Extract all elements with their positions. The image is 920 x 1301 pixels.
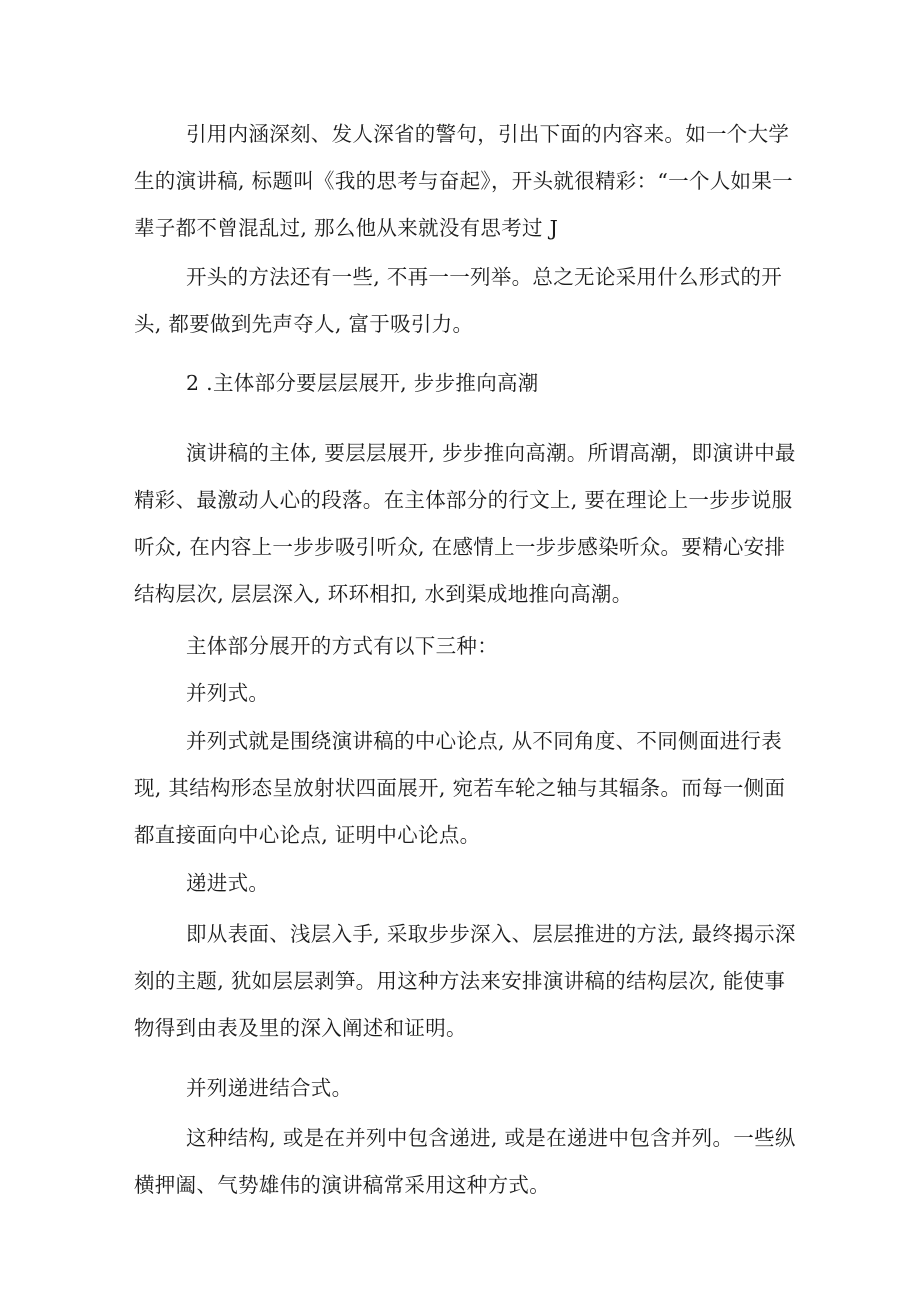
paragraph-progressive: 即从表面、浅层入手, 采取步步深入、层层推进的方法, 最终揭示深刻的主题, 犹如层层剥笋。用这种方法来安排演讲稿的结构层次, 能使事物得到由表及里的深入阐述和证明。 xyxy=(134,922,796,1040)
paragraph-parallel: 并列式就是围绕演讲稿的中心论点, 从不同角度、不同侧面进行表现, 其结构形态呈放射状四面展开, 宛若车轮之轴与其辐条。而每一侧面都直接面向中心论点, 证明中心论点。 xyxy=(134,729,786,847)
paragraph-main-body: 演讲稿的主体, 要层层展开, 步步推向高潮。所谓高潮，即演讲中最精彩、最激动人心的段落。在主体部分的行文上, 要在理论上一步步说服听众, 在内容上一步步吸引听众, 在感情上一步步感染听众。要精心安排结构层次, 层层深入, 环环相扣, 水到渠成地推向高潮。 xyxy=(134,441,796,606)
subheading-parallel: 并列式。 xyxy=(186,681,270,705)
paragraph-quote-opening: 引用内涵深刻、发人深省的警句，引出下面的内容来。如一个大学生的演讲稿, 标题叫《我的思考与奋起》，开头就很精彩：“一个人如果一辈子都不曾混乱过, 那么他从来就没有思考过 J xyxy=(134,122,793,240)
paragraph-combined: 这种结构, 或是在并列中包含递进, 或是在递进中包含并列。一些纵横押阖、气势雄伟的演讲稿常采用这种方式。 xyxy=(134,1126,796,1197)
subheading-progressive: 递进式。 xyxy=(186,871,270,895)
paragraph-opening-methods: 开头的方法还有一些, 不再一一列举。总之无论采用什么形式的开头, 都要做到先声夺人, 富于吸引力。 xyxy=(134,265,783,336)
section-heading-2: 2 .主体部分要层层展开, 步步推向高潮 xyxy=(186,371,539,395)
paragraph-three-methods: 主体部分展开的方式有以下三种： xyxy=(186,634,498,658)
subheading-combined: 并列递进结合式。 xyxy=(186,1076,353,1100)
